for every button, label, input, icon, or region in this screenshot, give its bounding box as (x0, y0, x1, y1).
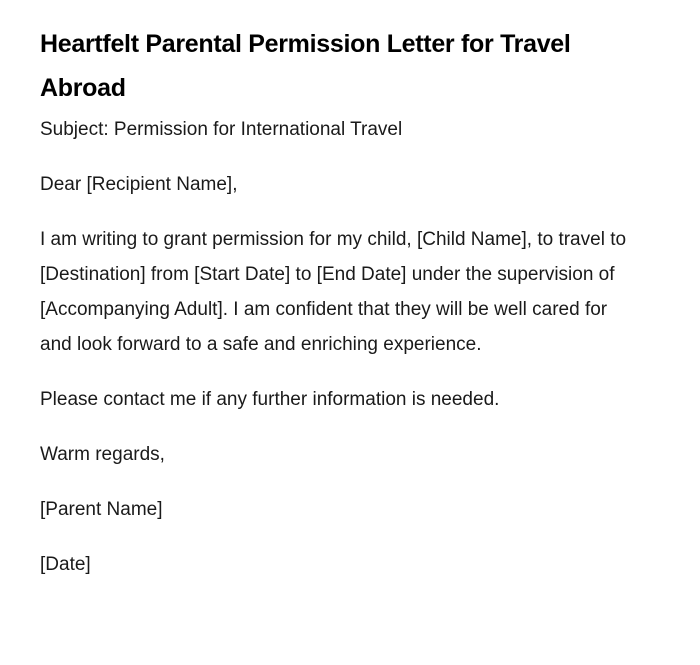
greeting: Dear [Recipient Name], (40, 174, 238, 195)
letter-title: Heartfelt Parental Permission Letter for Travel Abroad (40, 30, 571, 102)
subject-line: Subject: Permission for International Travel (40, 119, 403, 140)
contact-paragraph: Please contact me if any further information is needed. (40, 389, 500, 410)
body-paragraph: I am writing to grant permission for my child, [Child Name], to travel to [Destination] from [Start Date] to [End Date] under the supervision of [Accompanying Adult]. I am confident that they will be well cared for and look forward to a safe and enriching experience. (40, 229, 627, 355)
date: [Date] (40, 554, 91, 575)
signature: [Parent Name] (40, 499, 163, 520)
closing: Warm regards, (40, 444, 165, 465)
